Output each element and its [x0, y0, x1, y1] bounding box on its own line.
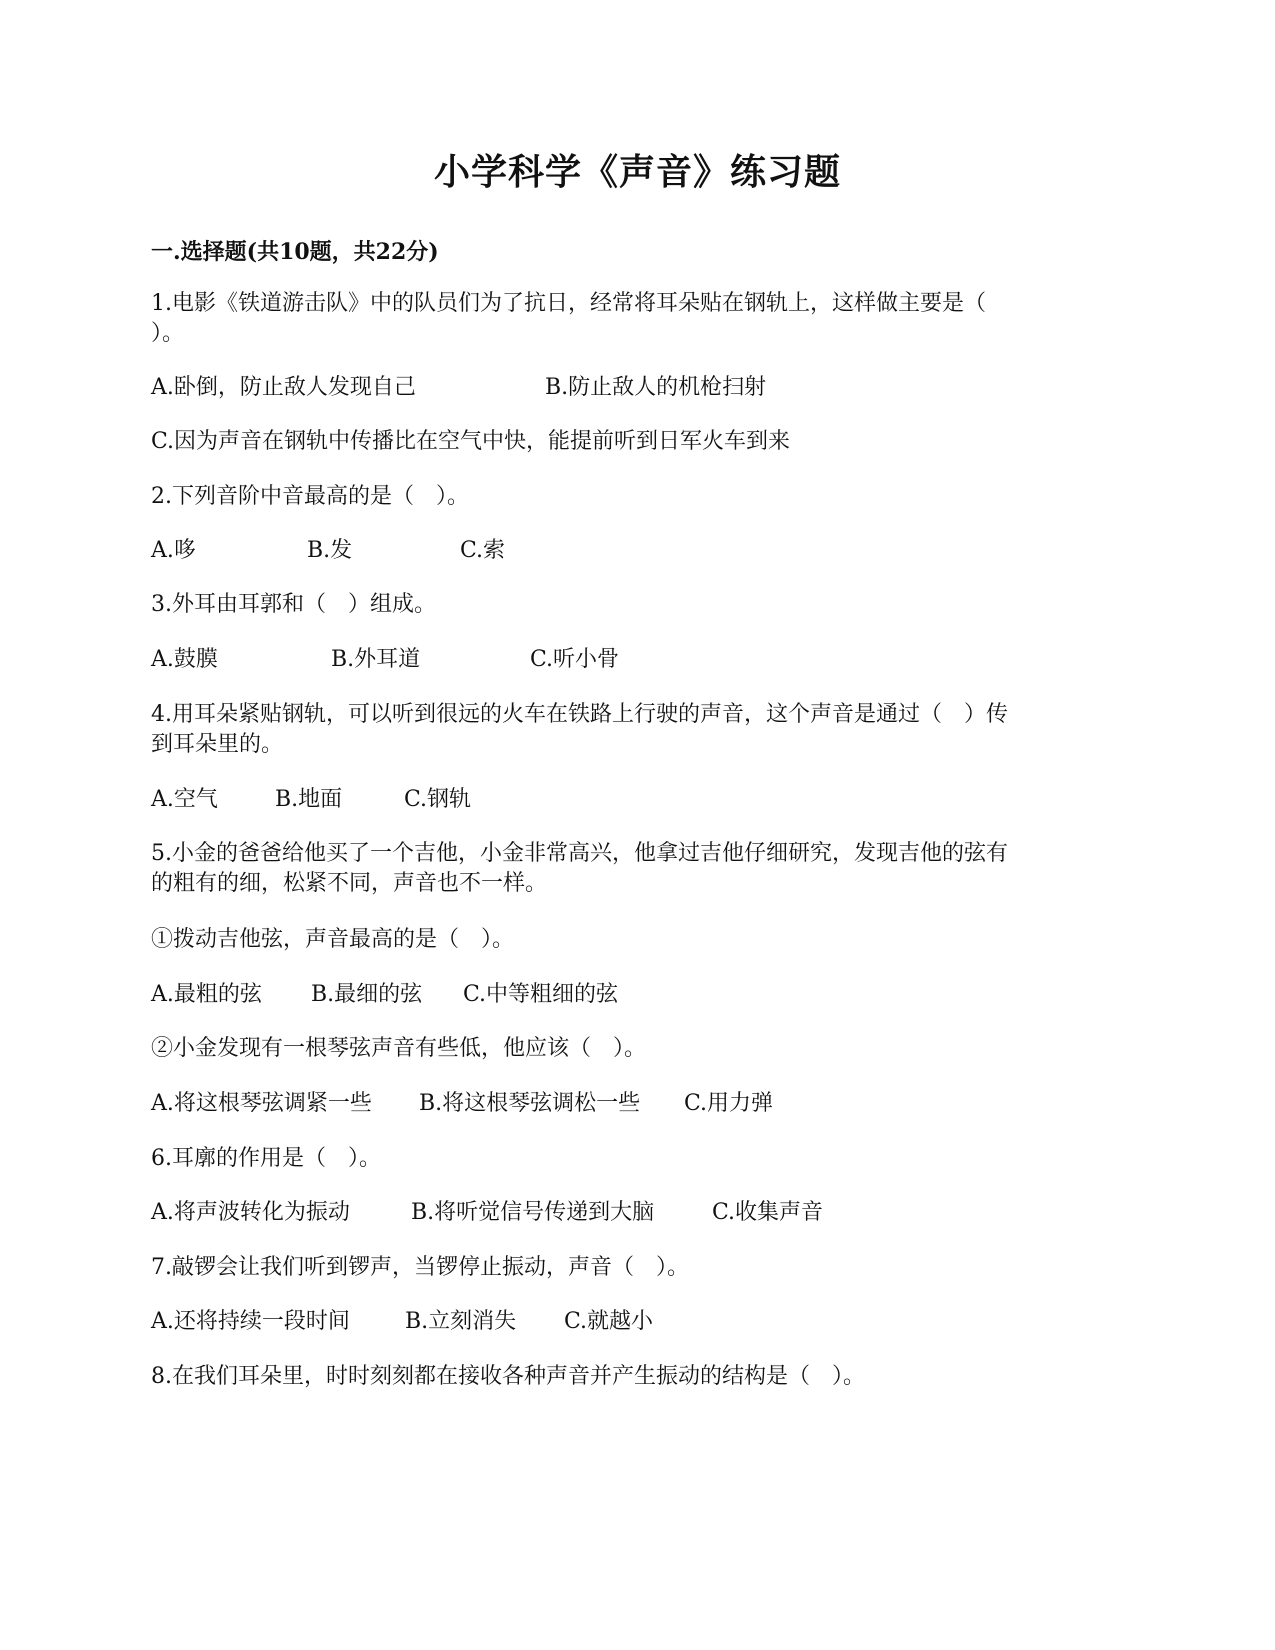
question-2-text: 2.下列音阶中音最高的是（ ）。: [151, 484, 469, 509]
question-5-sub-1-option-a: A.最粗的弦: [151, 982, 262, 1007]
question-7-option-a: A.还将持续一段时间: [151, 1309, 350, 1334]
question-3-option-b: B.外耳道: [331, 647, 421, 672]
question-6-text: 6.耳廓的作用是（ ）。: [151, 1146, 381, 1171]
question-5-sub-2-option-a: A.将这根琴弦调紧一些: [151, 1091, 372, 1116]
question-6-option-a: A.将声波转化为振动: [151, 1200, 350, 1225]
question-5-sub-2-option-b: B.将这根琴弦调松一些: [419, 1091, 641, 1116]
section-heading: 一.选择题(共10题，共22分): [151, 239, 439, 265]
question-1-option-a: A.卧倒，防止敌人发现自己: [151, 375, 416, 400]
question-5-text-line-1: 5.小金的爸爸给他买了一个吉他，小金非常高兴，他拿过吉他仔细研究，发现吉他的弦有: [151, 841, 1008, 866]
question-5-sub-2-text: ②小金发现有一根琴弦声音有些低，他应该（ ）。: [151, 1036, 647, 1061]
question-1-text-line-2: ）。: [151, 321, 185, 346]
question-2-option-b: B.发: [307, 538, 353, 563]
question-1-text-line-1: 1.电影《铁道游击队》中的队员们为了抗日，经常将耳朵贴在钢轨上，这样做主要是（: [151, 291, 986, 316]
question-7-option-b: B.立刻消失: [405, 1309, 517, 1334]
question-3-option-a: A.鼓膜: [151, 647, 218, 672]
question-6-option-c: C.收集声音: [712, 1200, 824, 1225]
question-4-text-line-2: 到耳朵里的。: [151, 732, 284, 757]
question-5-sub-1-option-c: C.中等粗细的弦: [463, 982, 619, 1007]
question-8-text: 8.在我们耳朵里，时时刻刻都在接收各种声音并产生振动的结构是（ ）。: [151, 1364, 865, 1389]
question-4-option-c: C.钢轨: [404, 787, 472, 812]
question-2-option-c: C.索: [460, 538, 506, 563]
question-5-sub-1-text: ①拨动吉他弦，声音最高的是（ ）。: [151, 927, 515, 952]
question-1-option-c: C.因为声音在钢轨中传播比在空气中快，能提前听到日军火车到来: [151, 429, 791, 454]
question-3-option-c: C.听小骨: [530, 647, 620, 672]
question-5-text-line-2: 的粗有的细，松紧不同，声音也不一样。: [151, 871, 548, 896]
question-4-option-a: A.空气: [151, 787, 218, 812]
question-4-option-b: B.地面: [275, 787, 343, 812]
question-5-sub-2-option-c: C.用力弹: [684, 1091, 774, 1116]
question-4-text-line-1: 4.用耳朵紧贴钢轨，可以听到很远的火车在铁路上行驶的声音，这个声音是通过（ ）传: [151, 702, 1008, 727]
question-7-option-c: C.就越小: [564, 1309, 654, 1334]
question-2-option-a: A.哆: [151, 538, 196, 563]
question-3-text: 3.外耳由耳郭和（ ）组成。: [151, 592, 436, 617]
question-7-text: 7.敲锣会让我们听到锣声，当锣停止振动，声音（ ）。: [151, 1255, 689, 1280]
question-6-option-b: B.将听觉信号传递到大脑: [411, 1200, 655, 1225]
question-1-option-b: B.防止敌人的机枪扫射: [545, 375, 767, 400]
page-title: 小学科学《声音》练习题: [433, 151, 841, 193]
question-5-sub-1-option-b: B.最细的弦: [311, 982, 423, 1007]
